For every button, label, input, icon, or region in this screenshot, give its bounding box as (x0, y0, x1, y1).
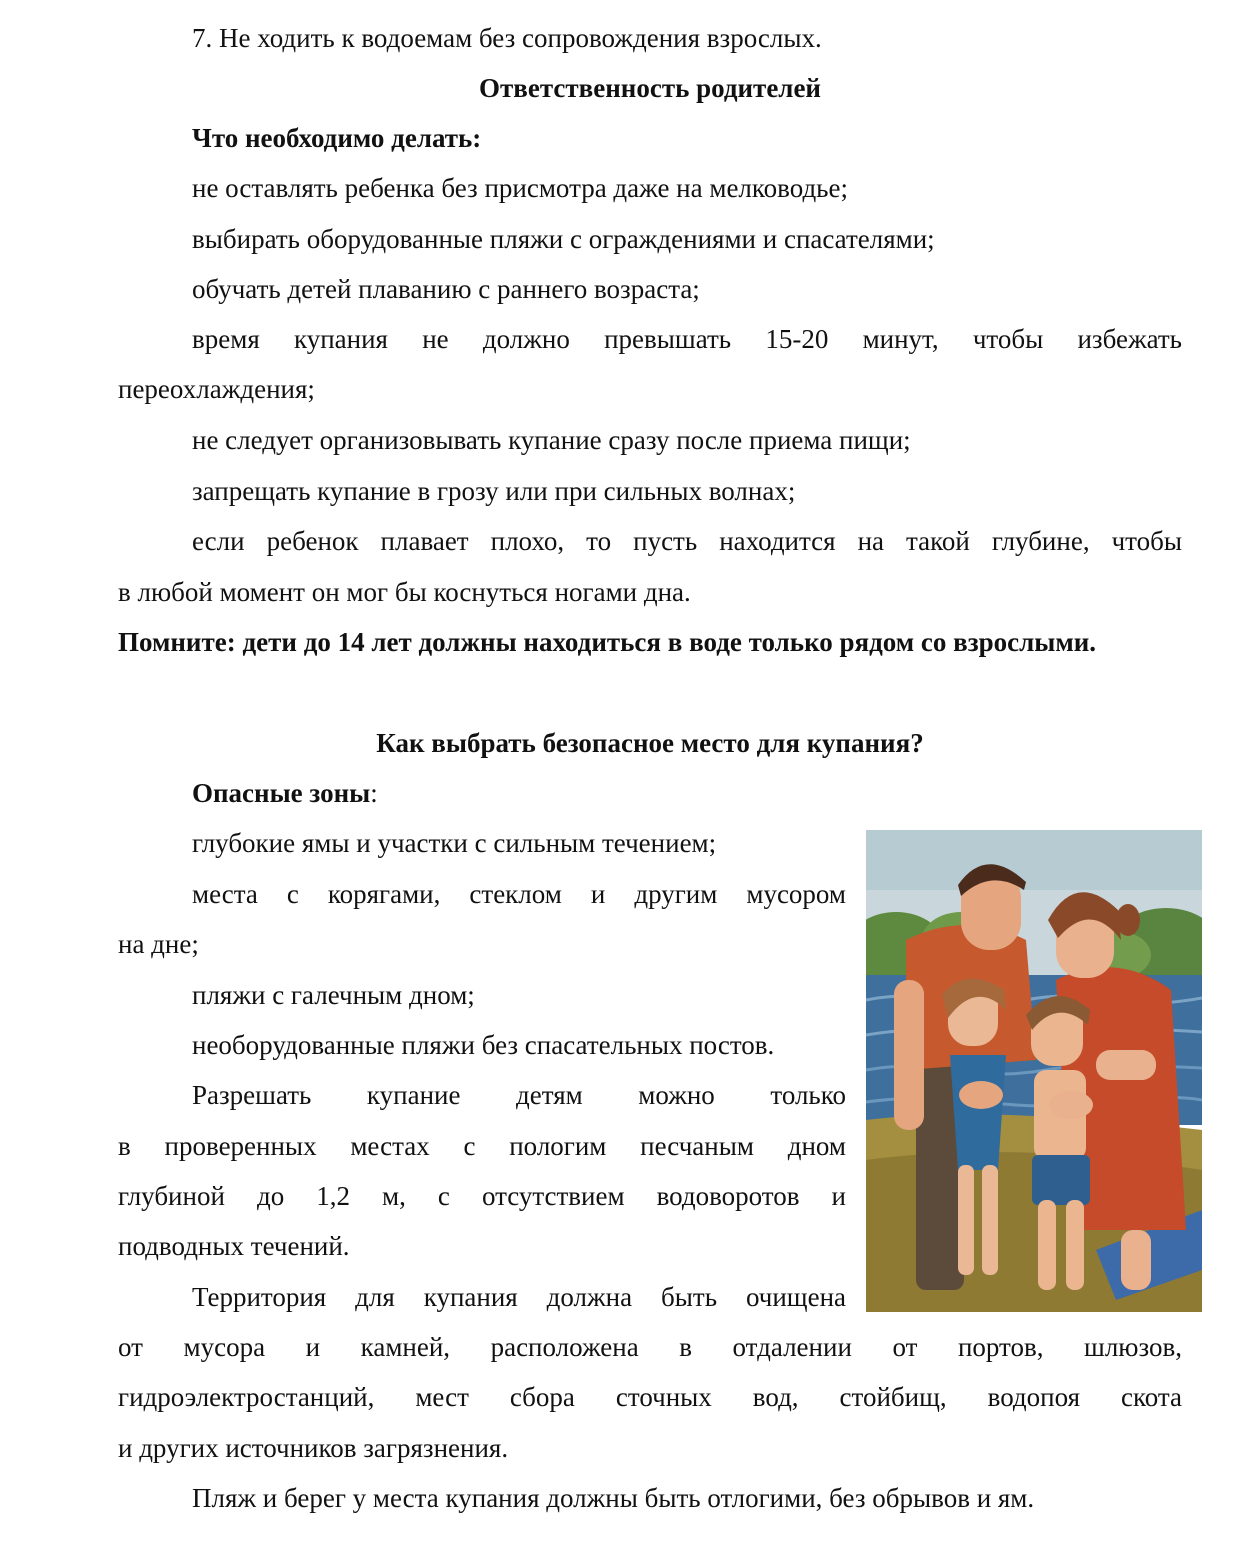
remember-note: Помните: дети до 14 лет должны находиться в воде только рядом со взрослыми. (118, 627, 1097, 657)
zone-item: глубокие ямы и участки с сильным течением; (192, 828, 717, 858)
rule-item: обучать детей плаванию с раннего возраста; (192, 274, 700, 304)
danger-zones-title: Опасные зоны (192, 778, 371, 808)
zone-item: необорудованные пляжи без спасательных постов. (192, 1030, 775, 1060)
allow-paragraph-line: в проверенных местах с пологим песчаным дном (118, 1131, 846, 1161)
zone-item-continuation: на дне; (118, 929, 199, 959)
what-to-do-label: Что необходимо делать: (192, 123, 482, 153)
zone-item: места с корягами, стеклом и другим мусором (192, 879, 846, 909)
rule-7-line: 7. Не ходить к водоемам без сопровождения взрослых. (192, 23, 822, 53)
zone-item: пляжи с галечным дном; (192, 980, 475, 1010)
danger-zones-colon: : (370, 778, 378, 808)
heading-parents-responsibility: Ответственность родителей (478, 73, 821, 103)
rule-item: выбирать оборудованные пляжи с ограждениями и спасателями; (192, 224, 935, 254)
rule-item-continuation: в любой момент он мог бы коснуться ногами дна. (118, 577, 691, 607)
territory-paragraph-line: от мусора и камней, расположена в отдалении от портов, шлюзов, (118, 1332, 1182, 1362)
rule-item: если ребенок плавает плохо, то пусть находится на такой глубине, чтобы (192, 526, 1182, 556)
danger-zones-label (192, 768, 1182, 818)
allow-paragraph-line: Разрешать купание детям можно только (192, 1080, 846, 1110)
heading-safe-place: Как выбрать безопасное место для купания? (376, 728, 924, 758)
rule-item-continuation: переохлаждения; (118, 374, 315, 404)
family-at-river-illustration (866, 830, 1202, 1312)
allow-paragraph-line: глубиной до 1,2 м, с отсутствием водоворотов и (118, 1181, 846, 1211)
rule-item: не следует организовывать купание сразу после приема пищи; (192, 425, 911, 455)
territory-paragraph-line: Территория для купания должна быть очищена (192, 1282, 846, 1312)
beach-paragraph: Пляж и берег у места купания должны быть отлогими, без обрывов и ям. (192, 1483, 1035, 1513)
rule-item: время купания не должно превышать 15-20 минут, чтобы избежать (192, 324, 1182, 354)
rule-item: не оставлять ребенка без присмотра даже на мелководье; (192, 173, 848, 203)
territory-paragraph-line: гидроэлектростанций, мест сбора сточных вод, стойбищ, водопоя скота (118, 1382, 1182, 1412)
allow-paragraph-line: подводных течений. (118, 1231, 350, 1261)
rule-item: запрещать купание в грозу или при сильных волнах; (192, 476, 796, 506)
territory-paragraph-line: и других источников загрязнения. (118, 1433, 509, 1463)
